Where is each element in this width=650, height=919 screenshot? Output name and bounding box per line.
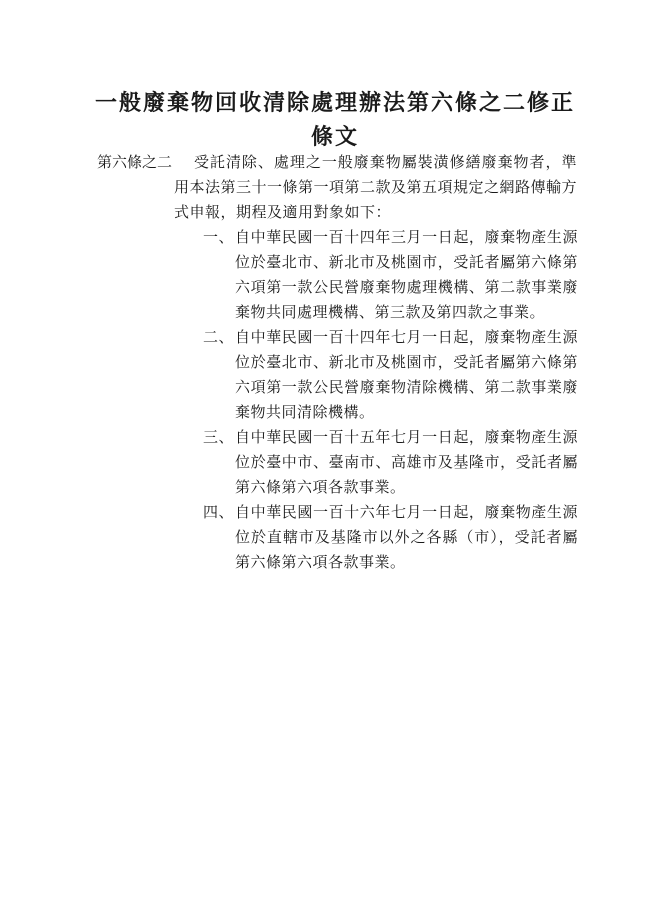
document-title: 一般廢棄物回收清除處理辦法第六條之二修正條文 bbox=[94, 90, 575, 150]
item-text: 自中華民國一百十五年七月一日起，廢棄物產生源位於臺中市、臺南市、高雄市及基隆市，受託者屬第六條第六項各款事業。 bbox=[235, 428, 578, 496]
item-text: 自中華民國一百十六年七月一日起，廢棄物產生源位於直轄市及基隆市以外之各縣（市），受託者屬第六條第六項各款事業。 bbox=[235, 503, 578, 571]
item-number: 四、 bbox=[203, 503, 235, 521]
list-item bbox=[203, 325, 578, 425]
item-number: 二、 bbox=[203, 328, 235, 346]
article-label: 第六條之二 bbox=[97, 153, 173, 171]
list-item bbox=[203, 425, 578, 500]
list-item bbox=[203, 500, 578, 575]
item-number: 一、 bbox=[203, 228, 235, 246]
item-text: 自中華民國一百十四年三月一日起，廢棄物產生源位於臺北市、新北市及桃園市，受託者屬第六條第六項第一款公民營廢棄物處理機構、第二款事業廢棄物共同處理機構、第三款及第四款之事業。 bbox=[235, 228, 578, 321]
list-item bbox=[203, 225, 578, 325]
item-number: 三、 bbox=[203, 428, 235, 446]
article-body: 受託清除、處理之一般廢棄物屬裝潢修繕廢棄物者，準用本法第三十一條第一項第二款及第五項規定之網路傳輸方式申報，期程及適用對象如下： bbox=[174, 153, 578, 221]
item-text: 自中華民國一百十四年七月一日起，廢棄物產生源位於臺北市、新北市及桃園市，受託者屬第六條第六項第一款公民營廢棄物清除機構、第二款事業廢棄物共同清除機構。 bbox=[235, 328, 578, 421]
item-list bbox=[203, 225, 578, 575]
